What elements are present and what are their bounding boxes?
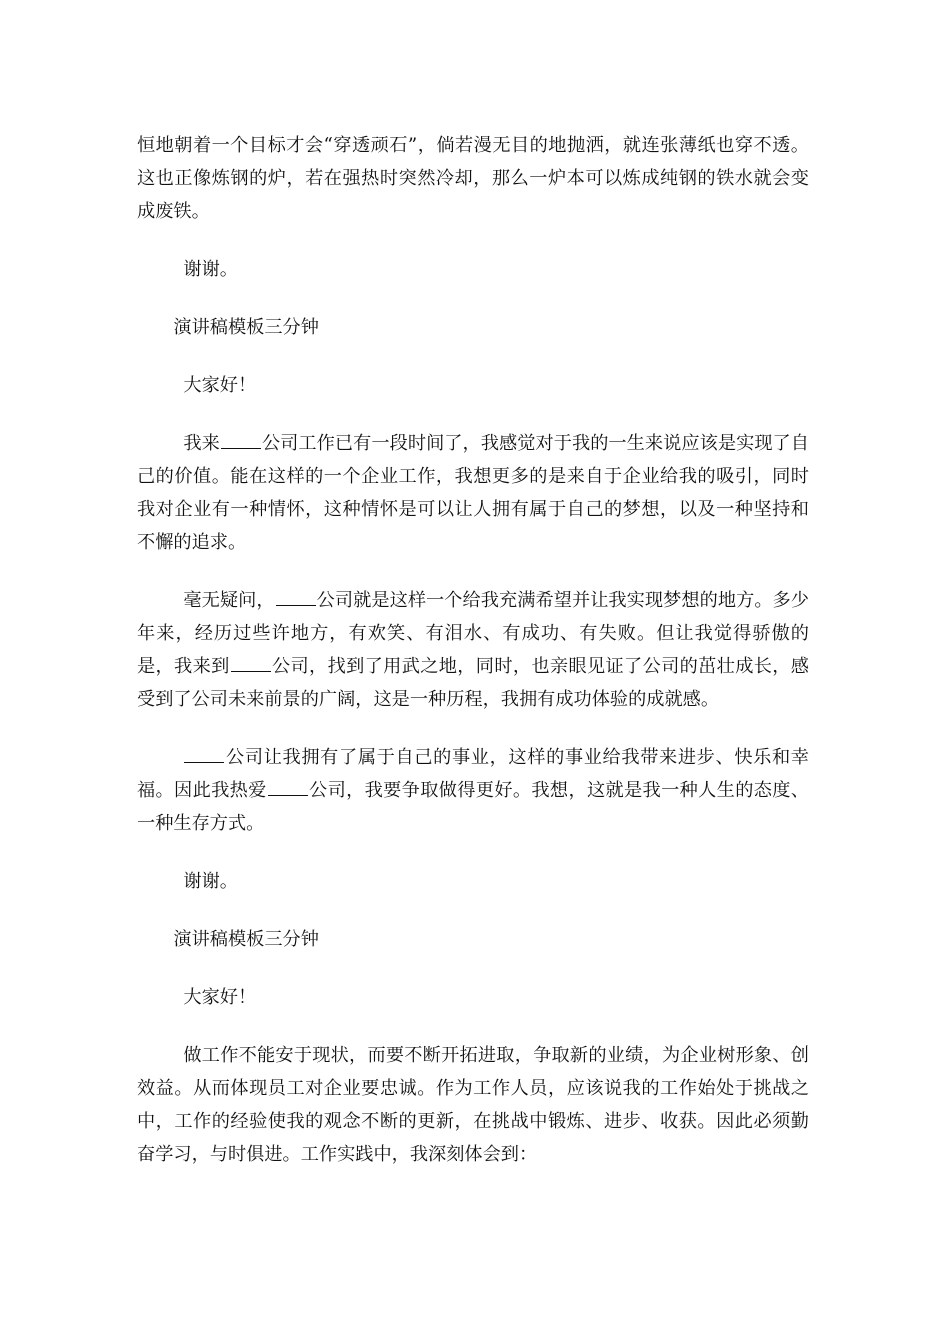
paragraph-company-career <box>137 741 809 840</box>
section-heading: 演讲稿模板三分钟 <box>173 317 319 338</box>
paragraph-continuation: 恒地朝着一个目标才会“穿透顽石”，倘若漫无目的地抛洒，就连张薄纸也穿不透。这也正像炼钢的炉，若在强热时突然冷却，那么一炉本可以炼成纯钢的铁水就会变成废铁。 <box>137 135 809 222</box>
fill-in-blank <box>221 433 261 449</box>
section-heading: 演讲稿模板三分钟 <box>173 929 319 950</box>
thanks-line: 谢谢。 <box>183 259 238 280</box>
fill-in-blank <box>276 590 316 606</box>
paragraph-work-attitude: 做工作不能安于现状，而要不断开拓进取，争取新的业绩，为企业树形象、创效益。从而体现员工对企业要忠诚。作为工作人员，应该说我的工作始处于挑战之中，工作的经验使我的观念不断的更新，在挑战中锻炼、进步、收获。因此必须勤奋学习，与时俱进。工作实践中，我深刻体会到： <box>137 1045 809 1165</box>
paragraph-text: 公司，我要争取做得更好。我想，这就是我一种人生的态度、一种生存方式。 <box>137 780 809 834</box>
fill-in-blank <box>184 747 224 763</box>
greeting-line: 大家好！ <box>183 987 257 1008</box>
paragraph-text: 公司工作已有一段时间了，我感觉对于我的一生来说应该是实现了自己的价值。能在这样的一个企业工作，我想更多的是来自于企业给我的吸引，同时我对企业有一种情怀，这种情怀是可以让人拥有属于自己的梦想，以及一种坚持和不懈的追求。 <box>137 433 809 553</box>
paragraph-company-dream <box>137 584 809 716</box>
document-page <box>137 129 809 1196</box>
greeting-line: 大家好！ <box>183 375 257 396</box>
thanks-line: 谢谢。 <box>183 871 238 892</box>
fill-in-blank <box>268 780 308 796</box>
paragraph-text: 公司让我拥有了属于自己的事业，这样的事业给我带来进步、快乐和幸福。因此我热爱 <box>137 747 809 801</box>
paragraph-text: 毫无疑问， <box>183 590 275 611</box>
paragraph-text: 我来 <box>183 433 220 454</box>
paragraph-company-value <box>137 427 809 559</box>
fill-in-blank <box>231 656 271 672</box>
paragraph-text: 公司，找到了用武之地，同时，也亲眼见证了公司的茁壮成长，感受到了公司未来前景的广阔，这是一种历程，我拥有成功体验的成就感。 <box>137 656 809 710</box>
paragraph-text: 公司就是这样一个给我充满希望并让我实现梦想的地方。多少年来，经历过些许地方，有欢笑、有泪水、有成功、有失败。但让我觉得骄傲的是，我来到 <box>137 590 809 677</box>
